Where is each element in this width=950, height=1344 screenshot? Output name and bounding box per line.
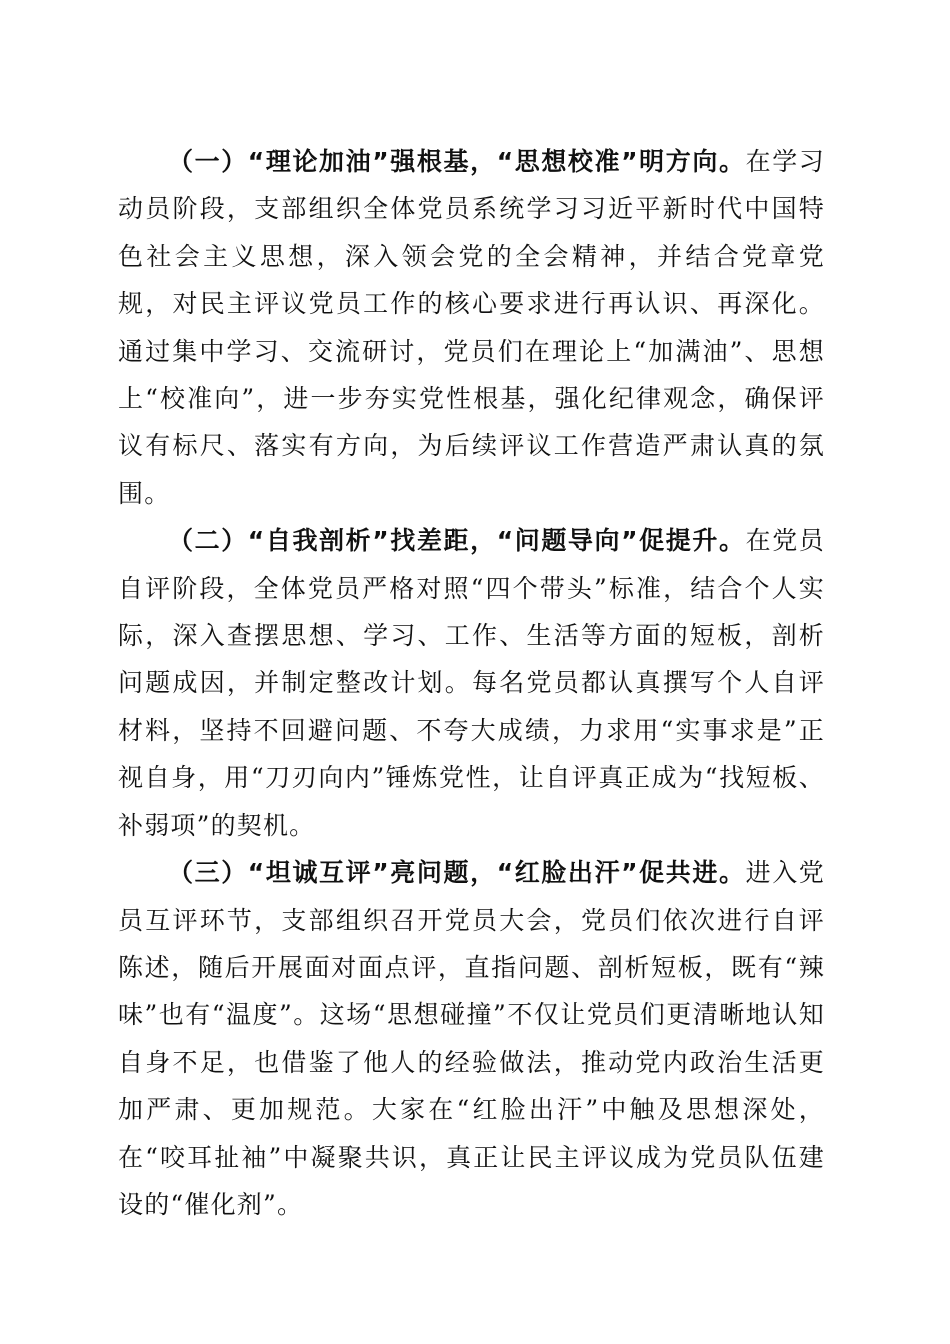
paragraph-3-heading: （三）“坦诚互评”亮问题，“红脸出汗”促共进。 (168, 858, 746, 888)
paragraph-1-body: 在学习动员阶段，支部组织全体党员系统学习习近平新时代中国特色社会主义思想，深入领会党的全会精神，并结合党章党规，对民主评议党员工作的核心要求进行再认识、再深化。通过集中学习、交流研讨，党员们在理论上“加满油”、思想上“校准向”，进一步夯实党性根基，强化纪律观念，确保评议有标尺、落实有方向，为后续评议工作营造严肃认真的氛围。 (118, 147, 825, 508)
paragraph-3-body: 进入党员互评环节，支部组织召开党员大会，党员们依次进行自评陈述，随后开展面对面点评，直指问题、剖析短板，既有“辣味”也有“温度”。这场“思想碰撞”不仅让党员们更清晰地认知自身不足，也借鉴了他人的经验做法，推动党内政治生活更加严肃、更加规范。大家在“红脸出汗”中触及思想深处，在“咬耳扯袖”中凝聚共识，真正让民主评议成为党员队伍建设的“催化剂”。 (118, 858, 825, 1219)
paragraph-2-heading: （二）“自我剖析”找差距，“问题导向”促提升。 (168, 526, 746, 556)
paragraph-2-body: 在党员自评阶段，全体党员严格对照“四个带头”标准，结合个人实际，深入查摆思想、学习、工作、生活等方面的短板，剖析问题成因，并制定整改计划。每名党员都认真撰写个人自评材料，坚持不回避问题、不夸大成绩，力求用“实事求是”正视自身，用“刀刃向内”锤炼党性，让自评真正成为“找短板、补弱项”的契机。 (118, 526, 825, 840)
paragraph-1-heading: （一）“理论加油”强根基，“思想校准”明方向。 (168, 147, 746, 176)
paragraph-1 (118, 138, 825, 517)
paragraph-2 (118, 517, 825, 849)
document-body (118, 138, 825, 1228)
paragraph-3 (118, 849, 825, 1228)
